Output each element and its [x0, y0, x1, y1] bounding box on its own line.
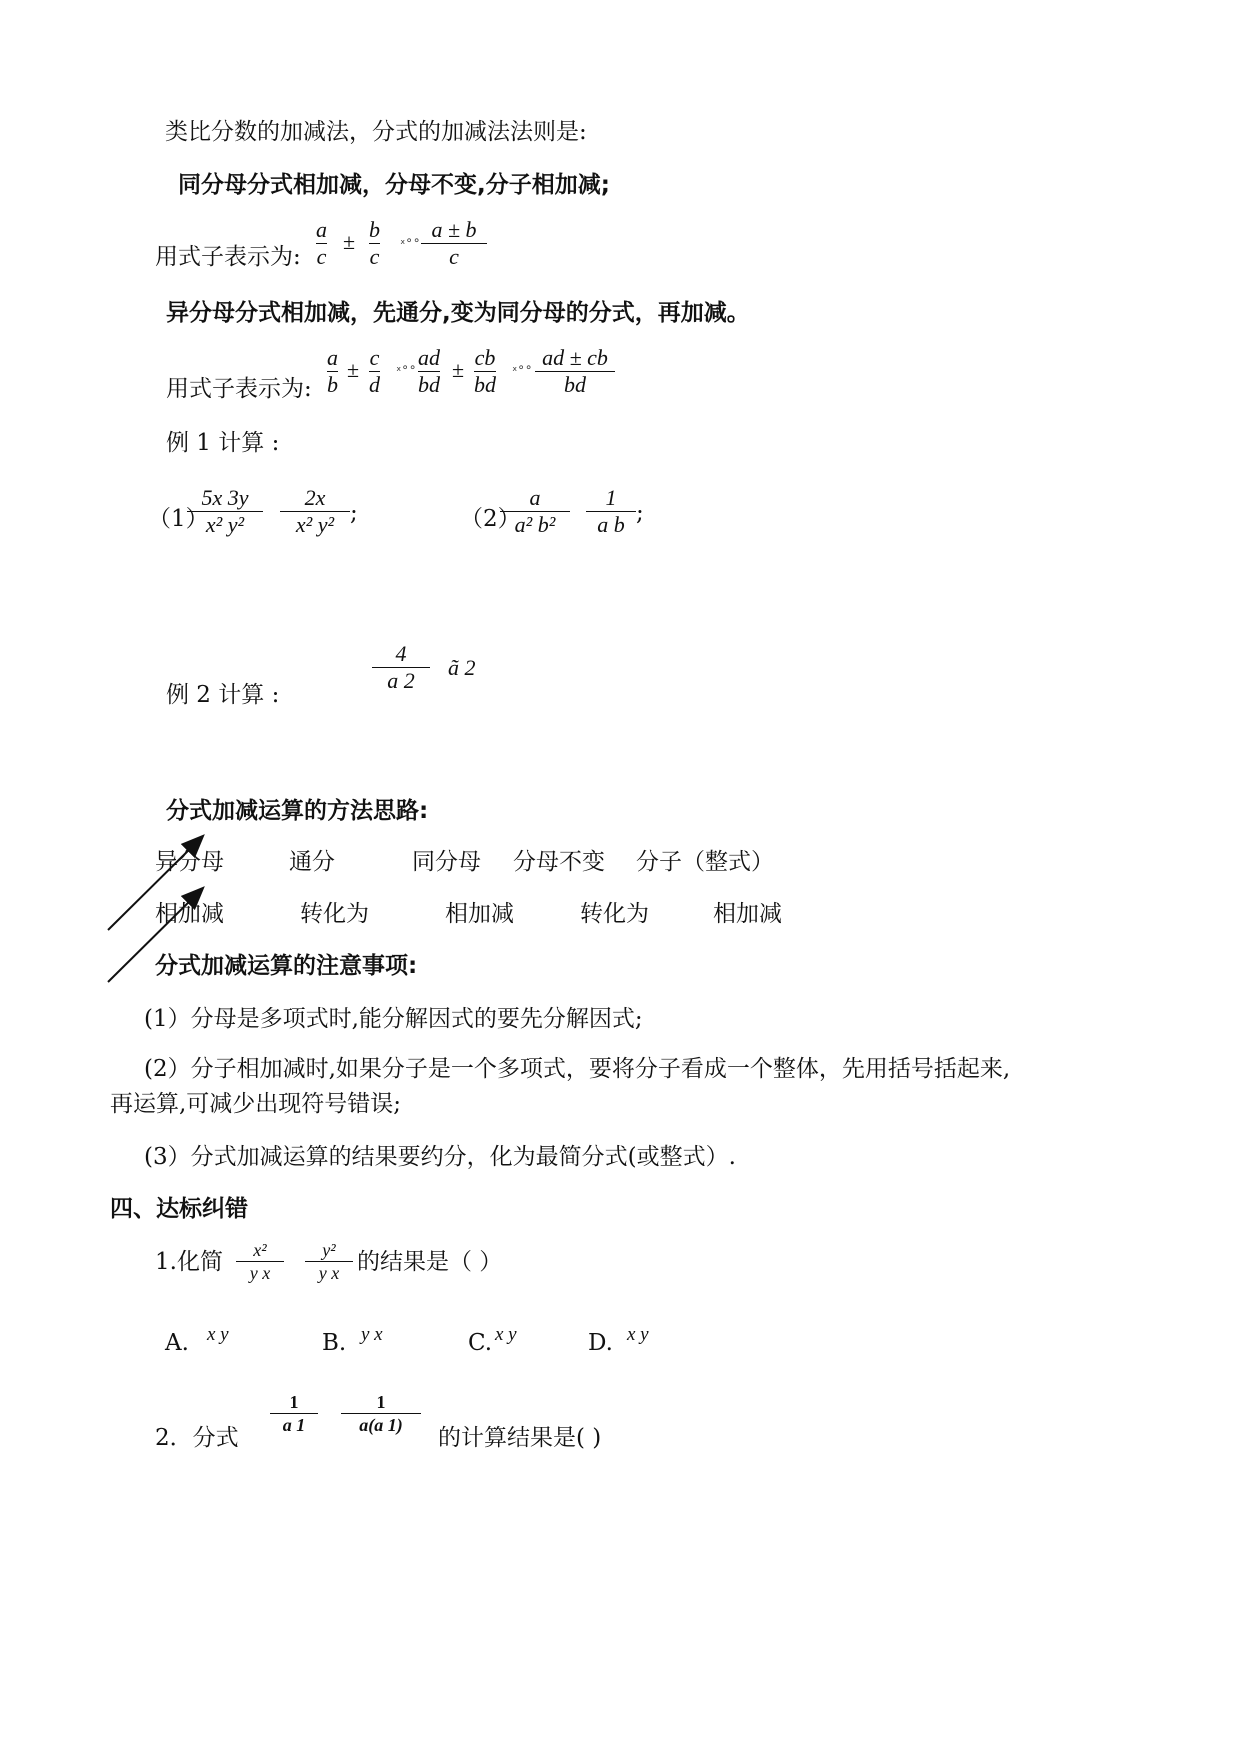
- ex2-fraction: 4 a 2: [372, 642, 430, 693]
- flow-top-4: 分母不变: [513, 849, 605, 875]
- q1-option-a-label: A.: [165, 1330, 189, 1356]
- fraction-a-over-c: a c: [316, 217, 327, 269]
- q1-prefix: 1.化简: [155, 1249, 223, 1275]
- equals-glyph: ₓ∘∘: [512, 360, 533, 374]
- plus-minus-sign: ±: [452, 357, 465, 382]
- semicolon: ;: [636, 500, 644, 526]
- q1-option-b-expr: y x: [361, 1324, 383, 1345]
- note-2-line2: 再运算,可减少出现符号错误;: [110, 1091, 402, 1117]
- flow-top-2: 通分: [289, 849, 335, 875]
- flow-bottom-2: 转化为: [300, 901, 369, 927]
- example1-label: 例 1 计算 :: [166, 430, 280, 456]
- note-3: (3）分式加减运算的结果要约分，化为最简分式(或整式）.: [144, 1144, 736, 1170]
- flow-top-5: 分子（整式）: [636, 849, 774, 875]
- semicolon: ;: [350, 500, 358, 526]
- flow-top-3: 同分母: [412, 849, 481, 875]
- method-title: 分式加减运算的方法思路:: [166, 798, 429, 824]
- example1-part1-label: （1）: [148, 506, 209, 532]
- intro-text: 类比分数的加减法，分式的加减法法则是:: [165, 119, 587, 145]
- notes-title: 分式加减运算的注意事项:: [155, 953, 418, 979]
- arrow-up-1: [108, 837, 202, 930]
- q2-suffix: 的计算结果是( ): [438, 1425, 602, 1451]
- q1-option-b-label: B.: [322, 1330, 347, 1356]
- equals-glyph: ₓ∘∘: [396, 360, 417, 374]
- note-2-line1: (2）分子相加减时,如果分子是一个多项式，要将分子看成一个整体，先用括号括起来,: [144, 1056, 1011, 1082]
- q1-fraction-2: y² y x: [305, 1240, 353, 1283]
- fraction-a-over-b: a b: [327, 345, 338, 397]
- section-title: 四、达标纠错: [110, 1196, 248, 1222]
- fraction-cb-over-bd: cb bd: [474, 345, 496, 397]
- q2-fraction-1: 1 a 1: [270, 1392, 318, 1435]
- ex1-fraction-4: 1 a b: [586, 486, 636, 537]
- fraction-ad-over-bd: ad bd: [418, 345, 440, 397]
- q1-suffix: 的结果是（ ）: [357, 1249, 503, 1275]
- equals-glyph: ₓ∘∘: [400, 233, 421, 247]
- q1-option-d-label: D.: [588, 1330, 613, 1356]
- q2-fraction-2: 1 a(a 1): [341, 1392, 421, 1435]
- flow-bottom-4: 转化为: [580, 901, 649, 927]
- fraction-ad-pm-cb-over-bd: ad ± cb bd: [535, 346, 615, 397]
- q1-option-d-expr: x y: [627, 1324, 649, 1345]
- flow-bottom-3: 相加减: [445, 901, 514, 927]
- example2-label: 例 2 计算 :: [166, 682, 280, 708]
- flow-bottom-1: 相加减: [155, 901, 224, 927]
- expr-label-2: 用式子表示为:: [166, 376, 312, 402]
- ex1-fraction-3: a a² b²: [500, 486, 570, 537]
- q1-option-a-expr: x y: [207, 1324, 229, 1345]
- fraction-c-over-d: c d: [369, 345, 380, 397]
- flow-bottom-5: 相加减: [713, 901, 782, 927]
- rule-different-denominator: 异分母分式相加减，先通分,变为同分母的分式，再加减。: [166, 300, 750, 326]
- fraction-b-over-c: b c: [369, 217, 380, 269]
- note-1: (1）分母是多项式时,能分解因式的要先分解因式;: [144, 1006, 643, 1032]
- rule-same-denominator: 同分母分式相加减，分母不变,分子相加减;: [178, 172, 610, 198]
- expr-label-1: 用式子表示为:: [155, 244, 301, 270]
- plus-minus-sign: ±: [343, 229, 356, 254]
- q2-prefix: 2．分式: [155, 1425, 239, 1451]
- ex1-fraction-1: 5x 3y x² y²: [187, 486, 263, 537]
- example1-part2-label: （2）: [460, 506, 521, 532]
- q1-option-c-expr: x y: [495, 1324, 517, 1345]
- ex1-fraction-2: 2x x² y²: [280, 486, 350, 537]
- q1-fraction-1: x² y x: [236, 1240, 284, 1283]
- plus-minus-sign: ±: [347, 357, 360, 382]
- fraction-a-pm-b-over-c: a ± b c: [421, 218, 487, 269]
- ex2-tail-term: ã 2: [448, 655, 476, 680]
- flow-top-1: 异分母: [155, 849, 224, 875]
- q1-option-c-label: C.: [468, 1330, 493, 1356]
